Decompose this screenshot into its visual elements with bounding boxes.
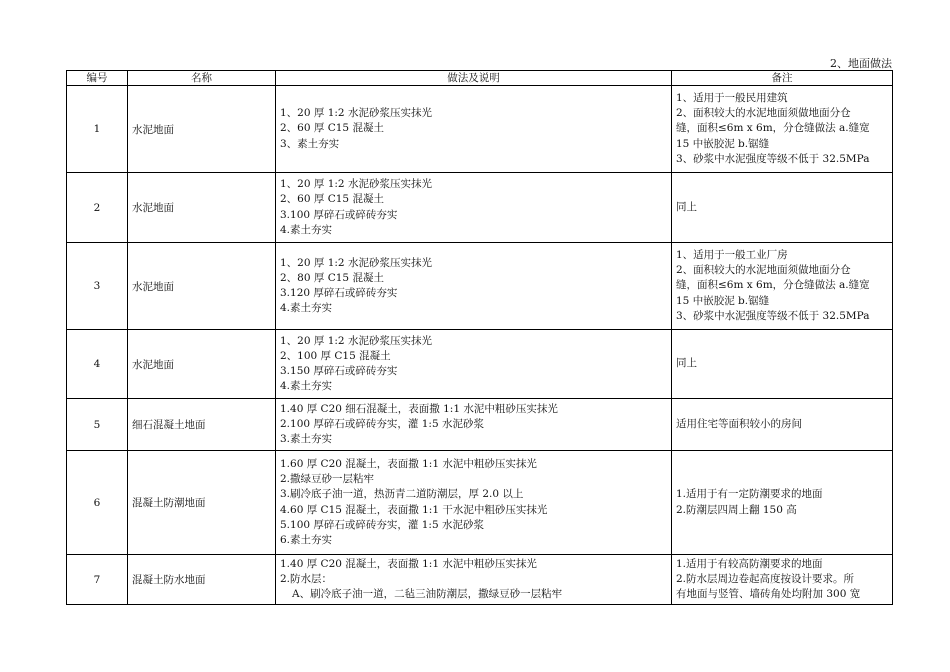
method-line: 3.120 厚碎石或碎砖夯实 xyxy=(280,287,398,299)
method-line: A、刷冷底子油一道，二毡三油防潮层，撒绿豆砂一层粘牢 xyxy=(292,588,563,601)
header-method: 做法及说明 xyxy=(276,71,672,86)
method-line: 4.素土夯实 xyxy=(280,302,333,315)
row-remark xyxy=(672,555,893,605)
row-name: 水泥地面 xyxy=(128,86,276,173)
method-line: 4.60 厚 C15 混凝土，表面撒 1:1 干水泥中粗砂压实抹光 xyxy=(280,503,548,516)
method-line: 1.60 厚 C20 混凝土，表面撒 1:1 水泥中粗砂压实抹光 xyxy=(280,457,537,470)
header-name: 名称 xyxy=(128,71,276,86)
row-name: 水泥地面 xyxy=(128,330,276,399)
method-line: 1、20 厚 1:2 水泥砂浆压实抹光 xyxy=(280,107,432,120)
section-title: 2、地面做法 xyxy=(830,57,892,70)
table-row xyxy=(67,173,893,243)
row-name: 细石混凝土地面 xyxy=(128,399,276,451)
row-name: 混凝土防水地面 xyxy=(128,555,276,605)
table-row xyxy=(67,555,893,605)
row-remark xyxy=(672,330,893,399)
method-line: 2.100 厚碎石或碎砖夯实，灌 1:5 水泥砂浆 xyxy=(280,417,484,430)
row-remark xyxy=(672,451,893,555)
row-method xyxy=(276,173,672,243)
method-line: 2.撒绿豆砂一层粘牢 xyxy=(280,473,375,486)
row-no: 7 xyxy=(67,555,128,605)
method-line: 3.刷冷底子油一道，热沥青二道防潮层，厚 2.0 以上 xyxy=(280,488,524,501)
remark-line: 适用住宅等面积较小的房间 xyxy=(676,417,802,430)
row-no: 1 xyxy=(67,86,128,173)
row-no: 6 xyxy=(67,451,128,555)
method-line: 1、20 厚 1:2 水泥砂浆压实抹光 xyxy=(280,256,432,269)
method-line: 1.40 厚 C20 细石混凝土，表面撒 1:1 水泥中粗砂压实抹光 xyxy=(280,402,558,415)
remark-line: 1、适用于一般工业厂房 xyxy=(676,248,788,261)
table-row xyxy=(67,451,893,555)
row-remark xyxy=(672,173,893,243)
method-line: 3.素土夯实 xyxy=(280,433,333,446)
method-line: 2.防水层： xyxy=(280,572,333,585)
row-no: 2 xyxy=(67,173,128,243)
row-method xyxy=(276,399,672,451)
row-name: 水泥地面 xyxy=(128,173,276,243)
method-line: 6.素土夯实 xyxy=(280,533,333,546)
method-line: 4.素土夯实 xyxy=(280,223,333,236)
row-name: 混凝土防潮地面 xyxy=(128,451,276,555)
table-row xyxy=(67,330,893,399)
row-method xyxy=(276,243,672,330)
row-no: 3 xyxy=(67,243,128,330)
remark-line: 缝，面积≤6m x 6m，分仓缝做法 a.缝宽 xyxy=(676,122,870,135)
method-line: 3、素土夯实 xyxy=(280,137,340,150)
remark-line: 同上 xyxy=(676,200,697,213)
remark-line: 同上 xyxy=(676,357,697,370)
method-line: 1、20 厚 1:2 水泥砂浆压实抹光 xyxy=(280,178,432,191)
method-line: 3.150 厚碎石或碎砖夯实 xyxy=(280,365,398,377)
header-remark: 备注 xyxy=(672,71,893,86)
row-remark xyxy=(672,86,893,173)
remark-line: 2、面积较大的水泥地面须做地面分仓 xyxy=(676,107,851,120)
method-line: 2、60 厚 C15 混凝土 xyxy=(280,193,384,206)
table-row xyxy=(67,86,893,173)
remark-line: 2.防水层周边卷起高度按设计要求。所 xyxy=(676,572,855,585)
method-line: 2、80 厚 C15 混凝土 xyxy=(280,271,384,284)
row-no: 4 xyxy=(67,330,128,399)
row-method xyxy=(276,330,672,399)
remark-line: 有地面与竖管、墙砖角处均附加 300 宽 xyxy=(676,588,861,601)
method-line: 1、20 厚 1:2 水泥砂浆压实抹光 xyxy=(280,334,432,347)
remark-line: 3、砂浆中水泥强度等级不低于 32.5MPa xyxy=(676,309,870,322)
row-method xyxy=(276,86,672,173)
remark-line: 1、适用于一般民用建筑 xyxy=(676,91,788,104)
row-remark xyxy=(672,243,893,330)
method-line: 3.100 厚碎石或碎砖夯实 xyxy=(280,208,398,221)
remark-line: 3、砂浆中水泥强度等级不低于 32.5MPa xyxy=(676,152,870,165)
remark-line: 1.适用于有一定防潮要求的地面 xyxy=(676,488,823,501)
row-name: 水泥地面 xyxy=(128,243,276,330)
header-no: 编号 xyxy=(67,71,128,86)
remark-line: 2.防潮层四周上翻 150 高 xyxy=(676,503,797,516)
remark-line: 2、面积较大的水泥地面须做地面分仓 xyxy=(676,264,851,277)
remark-line: 缝，面积≤6m x 6m，分仓缝做法 a.缝宽 xyxy=(676,279,870,292)
remark-line: 1.适用于有较高防潮要求的地面 xyxy=(676,557,823,570)
remark-line: 15 中嵌胶泥 b.锯缝 xyxy=(676,294,770,307)
row-no: 5 xyxy=(67,399,128,451)
remark-line: 15 中嵌胶泥 b.锯缝 xyxy=(676,137,770,150)
row-method xyxy=(276,555,672,605)
floor-spec-table xyxy=(66,70,893,605)
method-line: 2、100 厚 C15 混凝土 xyxy=(280,349,391,362)
method-line: 4.素土夯实 xyxy=(280,380,333,393)
row-method xyxy=(276,451,672,555)
method-line: 2、60 厚 C15 混凝土 xyxy=(280,122,384,135)
table-header-row xyxy=(67,71,893,86)
table-row xyxy=(67,243,893,330)
table-row xyxy=(67,399,893,451)
method-line: 5.100 厚碎石或碎砖夯实，灌 1:5 水泥砂浆 xyxy=(280,518,484,531)
row-remark xyxy=(672,399,893,451)
method-line: 1.40 厚 C20 混凝土，表面撒 1:1 水泥中粗砂压实抹光 xyxy=(280,557,537,570)
